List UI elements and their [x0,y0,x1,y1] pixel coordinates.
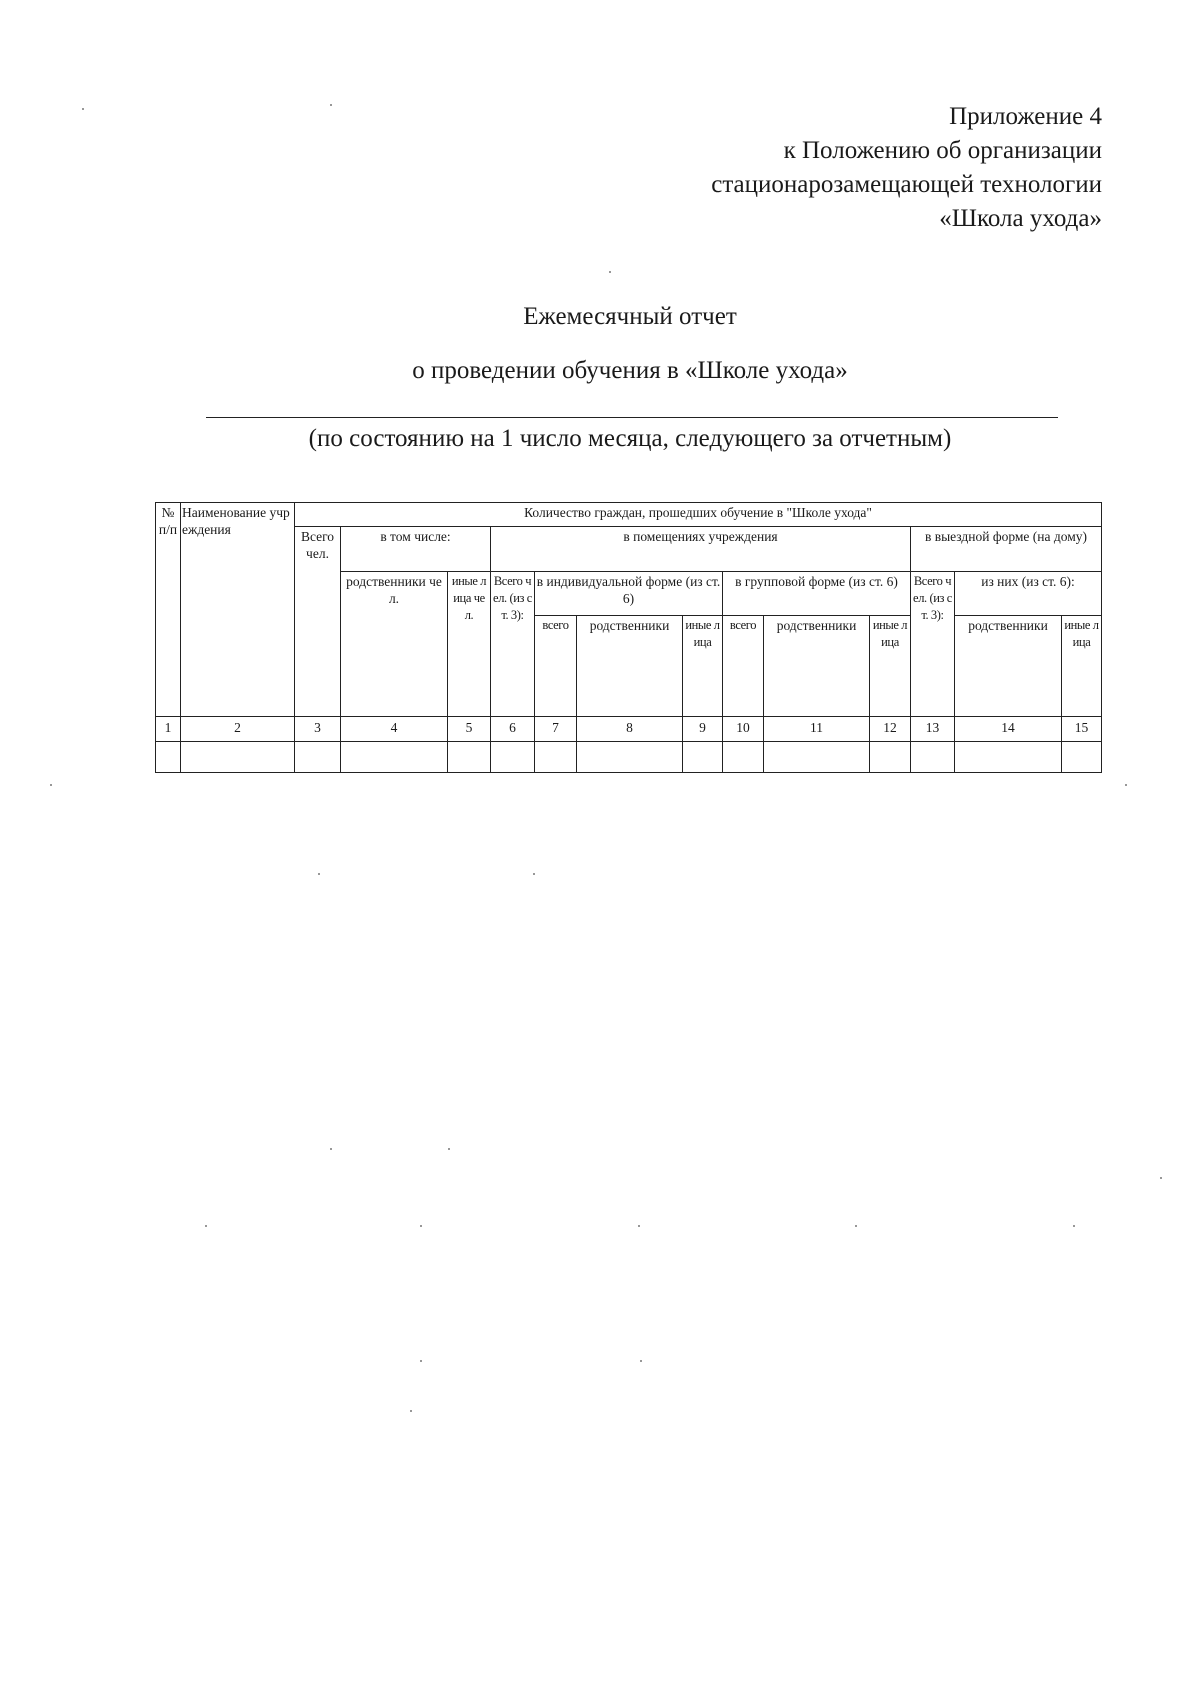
empty-cell [577,742,683,773]
column-number: 14 [955,717,1062,742]
column-number: 8 [577,717,683,742]
scan-speck [448,1148,450,1150]
header-home-total: Всего чел. (из ст. 3): [911,572,955,717]
column-number: 9 [683,717,723,742]
header-individual-total: всего [535,616,577,717]
blank-line [206,417,1058,418]
annex-line-4: «Школа ухода» [939,205,1102,232]
scan-speck [82,108,84,110]
annex-line-3: стационарозамещающей технологии [711,171,1102,198]
scan-speck [638,1225,640,1227]
empty-cell [723,742,764,773]
annex-line-1: Приложение 4 [949,103,1102,130]
header-individual-others: иные лица [683,616,723,717]
header-trained-count: Количество граждан, прошедших обучение в "Школе ухода" [295,503,1102,527]
annex-block [711,100,1102,236]
scan-speck [318,873,320,875]
header-home-visit: в выездной форме (на дому) [911,527,1102,572]
header-premises-total: Всего чел. (из ст. 3): [491,572,535,717]
scan-speck [420,1360,422,1362]
column-number: 4 [341,717,448,742]
header-of-them: из них (из ст. 6): [955,572,1102,616]
scan-speck [50,784,52,786]
header-institution-name: Наименование учреждения [181,503,295,717]
scan-speck [330,1148,332,1150]
header-home-others: иные лица [1062,616,1102,717]
column-number: 5 [448,717,491,742]
scan-speck [640,1360,642,1362]
scan-speck [410,1410,412,1412]
header-group-total: всего [723,616,764,717]
header-group-others: иные лица [870,616,911,717]
header-others: иные лица чел. [448,572,491,717]
annex-line-2: к Положению об организации [783,137,1102,164]
header-in-premises: в помещениях учреждения [491,527,911,572]
scan-speck [1125,784,1127,786]
column-number: 1 [156,717,181,742]
header-relatives: родственники чел. [341,572,448,717]
column-number: 6 [491,717,535,742]
empty-cell [535,742,577,773]
empty-cell [911,742,955,773]
column-number: 2 [181,717,295,742]
empty-cell [870,742,911,773]
report-table [155,502,1102,773]
header-row-number: № п/п [156,503,181,717]
report-title: Ежемесячный отчет [523,303,737,330]
header-group-relatives: родственники [764,616,870,717]
report-date-note: (по состоянию на 1 число месяца, следующего за отчетным) [308,425,952,452]
scan-speck [205,1225,207,1227]
empty-cell [156,742,181,773]
column-number: 7 [535,717,577,742]
header-total: Всего чел. [295,527,341,717]
empty-cell [764,742,870,773]
column-number-row [156,717,1102,742]
column-number: 3 [295,717,341,742]
header-individual-form: в индивидуальной форме (из ст. 6) [535,572,723,616]
empty-cell [1062,742,1102,773]
scan-speck [609,271,611,273]
empty-cell [341,742,448,773]
empty-cell [683,742,723,773]
empty-cell [955,742,1062,773]
scan-speck [855,1225,857,1227]
scan-speck [1073,1225,1075,1227]
header-including: в том числе: [341,527,491,572]
scan-speck [1160,1177,1162,1179]
data-row [156,742,1102,773]
empty-cell [295,742,341,773]
scan-speck [330,104,332,106]
report-subtitle: о проведении обучения в «Школе ухода» [412,357,848,384]
column-number: 12 [870,717,911,742]
empty-cell [181,742,295,773]
header-individual-relatives: родственники [577,616,683,717]
header-group-form: в групповой форме (из ст. 6) [723,572,911,616]
column-number: 15 [1062,717,1102,742]
scan-speck [533,873,535,875]
column-number: 13 [911,717,955,742]
scan-speck [420,1225,422,1227]
empty-cell [491,742,535,773]
header-home-relatives: родственники [955,616,1062,717]
column-number: 10 [723,717,764,742]
column-number: 11 [764,717,870,742]
empty-cell [448,742,491,773]
